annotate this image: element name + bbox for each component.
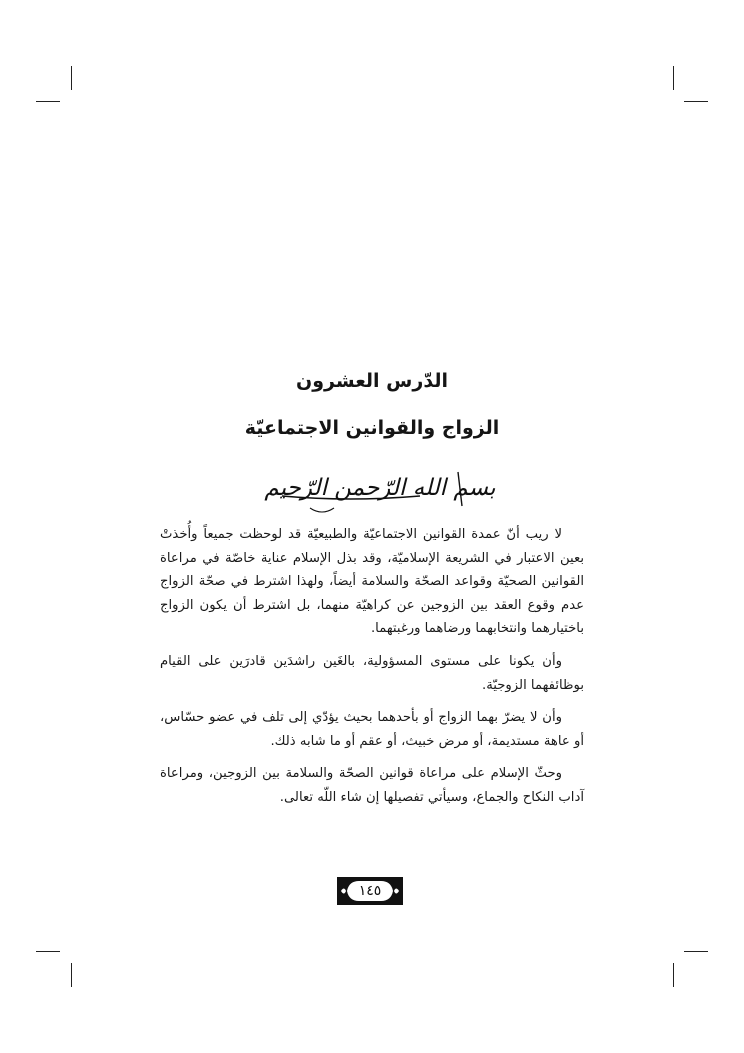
paragraph-2: وأن يكونا على مستوى المسؤولية، بالغَين راشدَين قادرَين على القيام بوظائفهما الزوجيّة. [160,653,584,693]
crop-mark-bottom-right-horizontal [684,951,708,952]
lesson-subtitle: الزواج والقوانين الاجتماعيّة [244,417,500,439]
crop-mark-top-left-vertical [71,66,72,90]
basmala-text: بسم الله الرّحمن الرّحيم [264,475,496,501]
page-number: ١٤٥ [358,883,382,899]
crop-mark-bottom-left-vertical [71,963,72,987]
crop-mark-top-left-horizontal [36,101,60,102]
crop-mark-bottom-left-horizontal [36,951,60,952]
crop-mark-bottom-right-vertical [673,963,674,987]
body-text [160,523,584,819]
paragraph-3: وأن لا يضرّ بهما الزواج أو بأحدهما بحيث يؤدّي إلى تلف في عضو حسّاس، أو عاهة مستديمة، أو مرض خبيث، أو عقم أو ما شابه ذلك. [160,710,584,749]
lesson-title: الدّرس العشرون [296,370,448,392]
basmala [230,462,530,520]
paragraph-1: لا ريب أنّ عمدة القوانين الاجتماعيّة والطبيعيّة قد لوحظت جميعاً وأُخذتْ بعين الاعتبار في الشريعة الإسلاميّة، وقد بذل الإسلام عناية خاصّة في مراعاة القوانين الصحيّة وقواعد الصحّة والسلامة أيضاً، ولهذا اشترط في صحّة الزواج عدم وقوع العقد بين الزوجين عن كراهيّة منهما، بل اشترط أن يكون الزواج باختيارهما وانتخابهما ورضاهما ورغبتهما. [160,527,584,637]
paragraph-4: وحثّ الإسلام على مراعاة قوانين الصحّة والسلامة بين الزوجين، ومراعاة آداب النكاح والجماع، وسيأتي تفصيلها إن شاء اللّه تعالى. [160,766,584,805]
basmala-flourish [230,462,530,520]
crop-mark-top-right-vertical [673,66,674,90]
crop-mark-top-right-horizontal [684,101,708,102]
page-number-ornament [337,877,403,905]
